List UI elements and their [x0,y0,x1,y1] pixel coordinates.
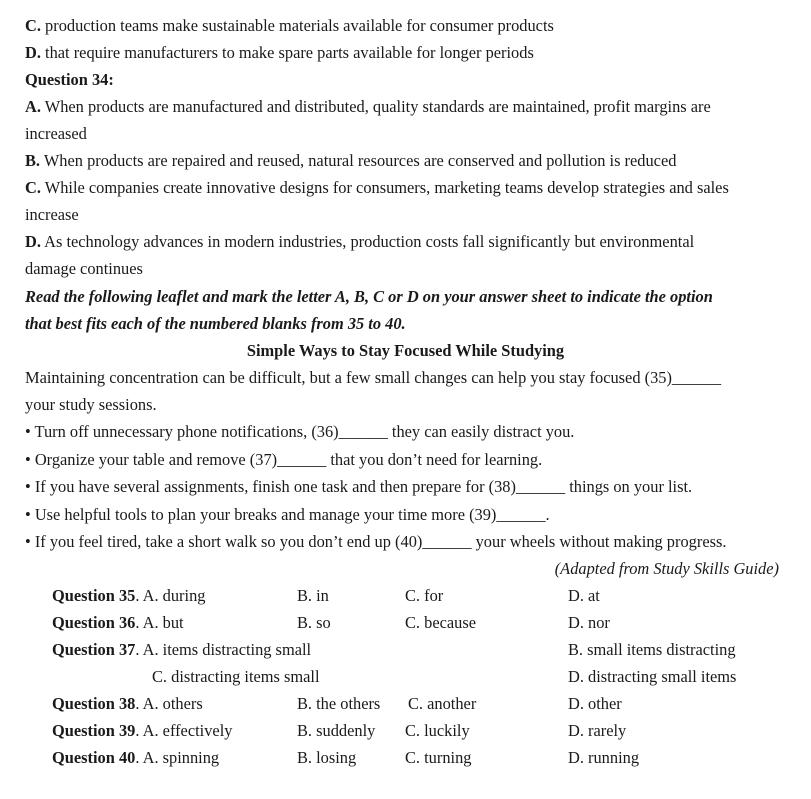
question-35-option-d: D. at [568,586,600,605]
question-36-option-c: C. because [405,613,476,632]
question-38-option-b: B. the others [297,694,381,713]
leaflet-bullet: • If you have several assignments, finish one task and then prepare for (38)______ things on your list. [25,477,693,496]
leaflet-bullet: • Turn off unnecessary phone notifications, (36)______ they can easily distract you. [25,422,575,441]
q34-option-d: D. As technology advances in modern industries, production costs fall significantly but environmental [25,232,695,251]
q34-option-c-cont: increase [25,205,79,224]
leaflet-source: (Adapted from Study Skills Guide) [554,559,779,578]
question-37-option-a: Question 37. A. items distracting small [52,640,312,659]
question-37-option-c: C. distracting items small [152,667,320,686]
leaflet-title: Simple Ways to Stay Focused While Studying [246,341,565,360]
instruction-line-1: Read the following leaflet and mark the letter A, B, C or D on your answer sheet to indicate the option [25,287,713,306]
question-38-option-a: Question 38. A. others [52,694,203,713]
leaflet-intro-cont: your study sessions. [25,395,157,414]
leaflet-bullet: • Use helpful tools to plan your breaks and manage your time more (39)______. [25,505,550,524]
prev-option-d: D. that require manufacturers to make spare parts available for longer periods [25,43,534,62]
instruction-line-2: that best fits each of the numbered blanks from 35 to 40. [25,314,406,333]
prev-option-c: C. production teams make sustainable materials available for consumer products [25,16,554,35]
question-36-option-b: B. so [297,613,331,632]
q34-option-b: B. When products are repaired and reused, natural resources are conserved and pollution is reduced [25,151,677,170]
q34-option-a-cont: increased [25,124,87,143]
q34-option-d-cont: damage continues [25,259,143,278]
question-39-option-d: D. rarely [568,721,627,740]
question-40-option-b: B. losing [297,748,357,767]
question-36-option-d: D. nor [568,613,610,632]
leaflet-intro: Maintaining concentration can be difficult, but a few small changes can help you stay focused (35)______ [25,368,722,387]
question-38-option-c: C. another [408,694,477,713]
question-37-option-b: B. small items distracting [568,640,736,659]
q34-option-a: A. When products are manufactured and distributed, quality standards are maintained, profit margins are [25,97,711,116]
question-35-option-a: Question 35. A. during [52,586,206,605]
leaflet-bullet: • If you feel tired, take a short walk so you don’t end up (40)______ your wheels without making progress. [25,532,727,551]
question-37-option-d: D. distracting small items [568,667,737,686]
question-35-option-c: C. for [405,586,444,605]
question-39-option-b: B. suddenly [297,721,376,740]
q34-option-c: C. While companies create innovative designs for consumers, marketing teams develop strategies and sales [25,178,729,197]
question-40-option-d: D. running [568,748,640,767]
question-40-option-a: Question 40. A. spinning [52,748,220,767]
question-34-heading: Question 34: [25,70,114,89]
question-40-option-c: C. turning [405,748,472,767]
question-38-option-d: D. other [568,694,622,713]
leaflet-bullet: • Organize your table and remove (37)______ that you don’t need for learning. [25,450,543,469]
question-39-option-c: C. luckily [405,721,470,740]
question-35-option-b: B. in [297,586,329,605]
question-36-option-a: Question 36. A. but [52,613,184,632]
question-39-option-a: Question 39. A. effectively [52,721,233,740]
